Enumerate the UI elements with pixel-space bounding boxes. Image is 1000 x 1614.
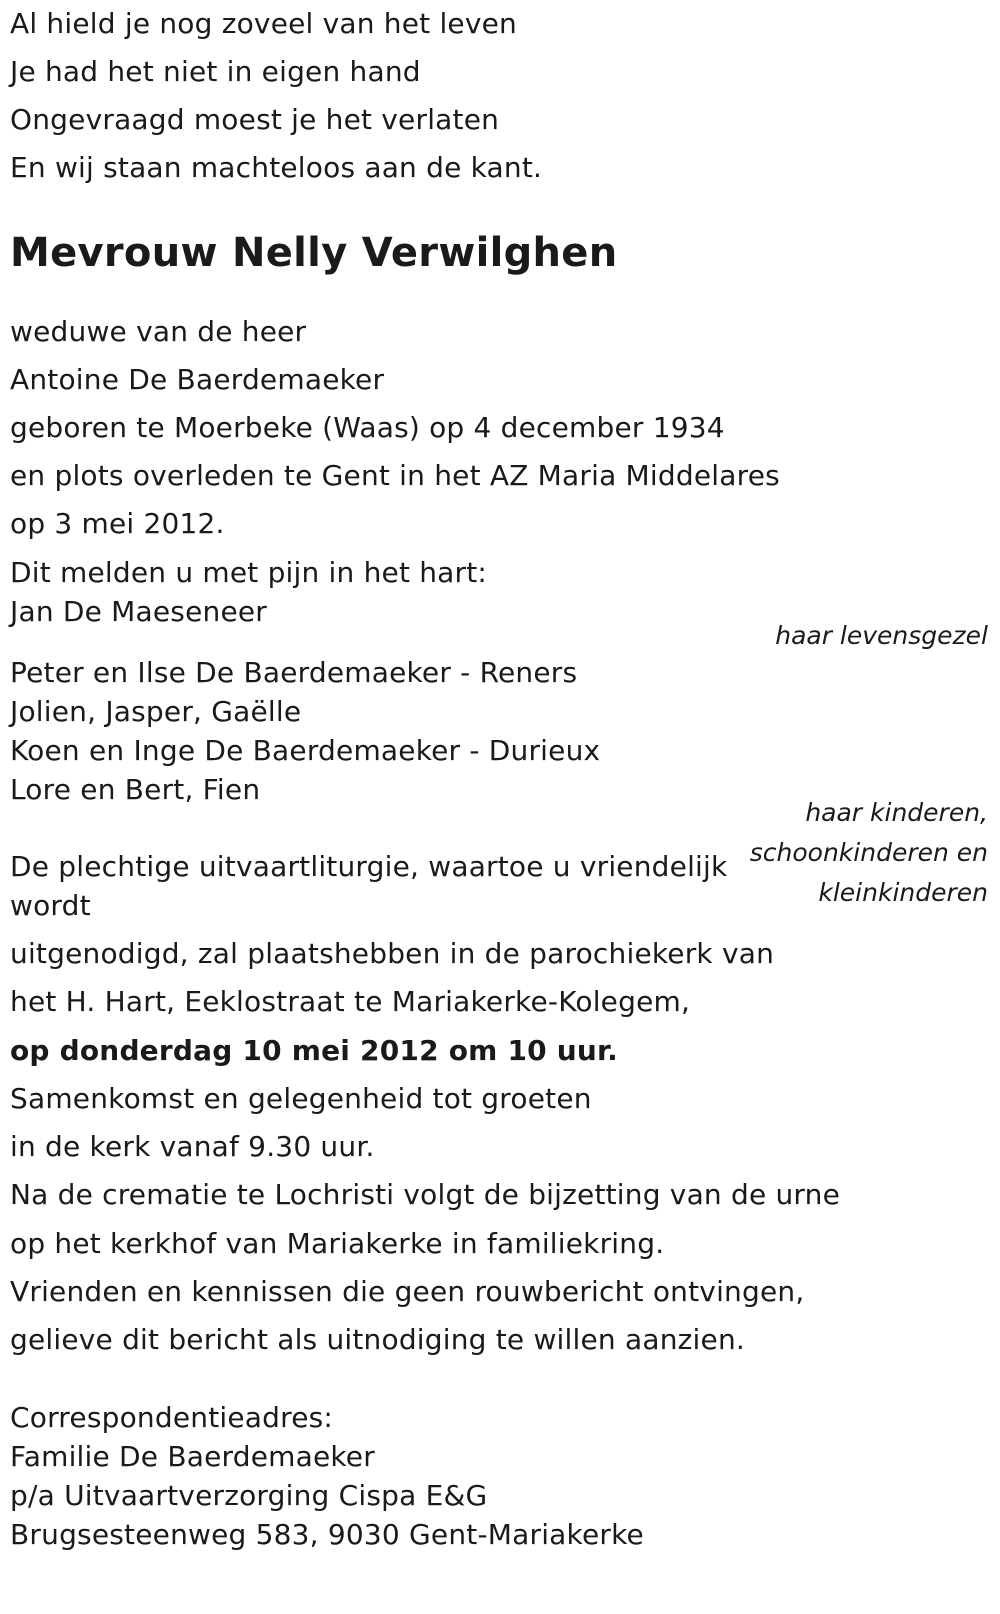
- ceremony-line-6: Samenkomst en gelegenheid tot groeten: [10, 1082, 592, 1115]
- family-relation-line-3: kleinkinderen: [818, 878, 988, 907]
- ceremony-date-time: op donderdag 10 mei 2012 om 10 uur.: [10, 1034, 618, 1067]
- family-relation-line-1: haar kinderen,: [805, 798, 988, 827]
- partner-relation: [775, 616, 988, 656]
- detail-widow-of: weduwe van de heer: [10, 315, 307, 348]
- ceremony-line-2: wordt: [10, 889, 91, 922]
- correspondence-company: p/a Uitvaartverzorging Cispa E&G: [10, 1479, 488, 1512]
- partner-relation-label: haar levensgezel: [775, 621, 988, 650]
- family-relation-line-2: schoonkinderen en: [749, 838, 988, 867]
- ceremony-line-8: Na de crematie te Lochristi volgt de bijzetting van de urne: [10, 1178, 841, 1211]
- ceremony-line-4: het H. Hart, Eeklostraat te Mariakerke-Kolegem,: [10, 985, 691, 1018]
- ceremony-line-9: op het kerkhof van Mariakerke in familiekring.: [10, 1227, 665, 1260]
- family-line-2: Jolien, Jasper, Gaëlle: [10, 695, 302, 728]
- poem-line-2: Je had het niet in eigen hand: [10, 55, 421, 88]
- poem-line-3: Ongevraagd moest je het verlaten: [10, 103, 500, 136]
- detail-died: en plots overleden te Gent in het AZ Maria Middelares: [10, 459, 780, 492]
- poem-line-1: Al hield je nog zoveel van het leven: [10, 7, 518, 40]
- family-line-3: Koen en Inge De Baerdemaeker - Durieux: [10, 734, 601, 767]
- family-relation: [750, 793, 988, 913]
- ceremony-line-11: gelieve dit bericht als uitnodiging te willen aanzien.: [10, 1323, 745, 1356]
- detail-spouse-name: Antoine De Baerdemaeker: [10, 363, 385, 396]
- correspondence-label: Correspondentieadres:: [10, 1401, 334, 1434]
- family-line-4: Lore en Bert, Fien: [10, 773, 261, 806]
- deceased-name: Mevrouw Nelly Verwilghen: [10, 230, 618, 276]
- family-line-1: Peter en Ilse De Baerdemaeker - Reners: [10, 656, 578, 689]
- correspondence-address: Brugsesteenweg 583, 9030 Gent-Mariakerke: [10, 1518, 644, 1551]
- ceremony-line-3: uitgenodigd, zal plaatshebben in de parochiekerk van: [10, 937, 775, 970]
- announcement-intro: Dit melden u met pijn in het hart:: [10, 556, 488, 589]
- correspondence-family: Familie De Baerdemaeker: [10, 1440, 375, 1473]
- ceremony-line-1: De plechtige uitvaartliturgie, waartoe u vriendelijk: [10, 850, 728, 883]
- detail-born: geboren te Moerbeke (Waas) op 4 december 1934: [10, 411, 725, 444]
- ceremony-line-10: Vrienden en kennissen die geen rouwbericht ontvingen,: [10, 1275, 805, 1308]
- ceremony-line-7: in de kerk vanaf 9.30 uur.: [10, 1130, 375, 1163]
- detail-died-date: op 3 mei 2012.: [10, 507, 225, 540]
- partner-name: Jan De Maeseneer: [10, 595, 268, 628]
- poem-line-4: En wij staan machteloos aan de kant.: [10, 151, 543, 184]
